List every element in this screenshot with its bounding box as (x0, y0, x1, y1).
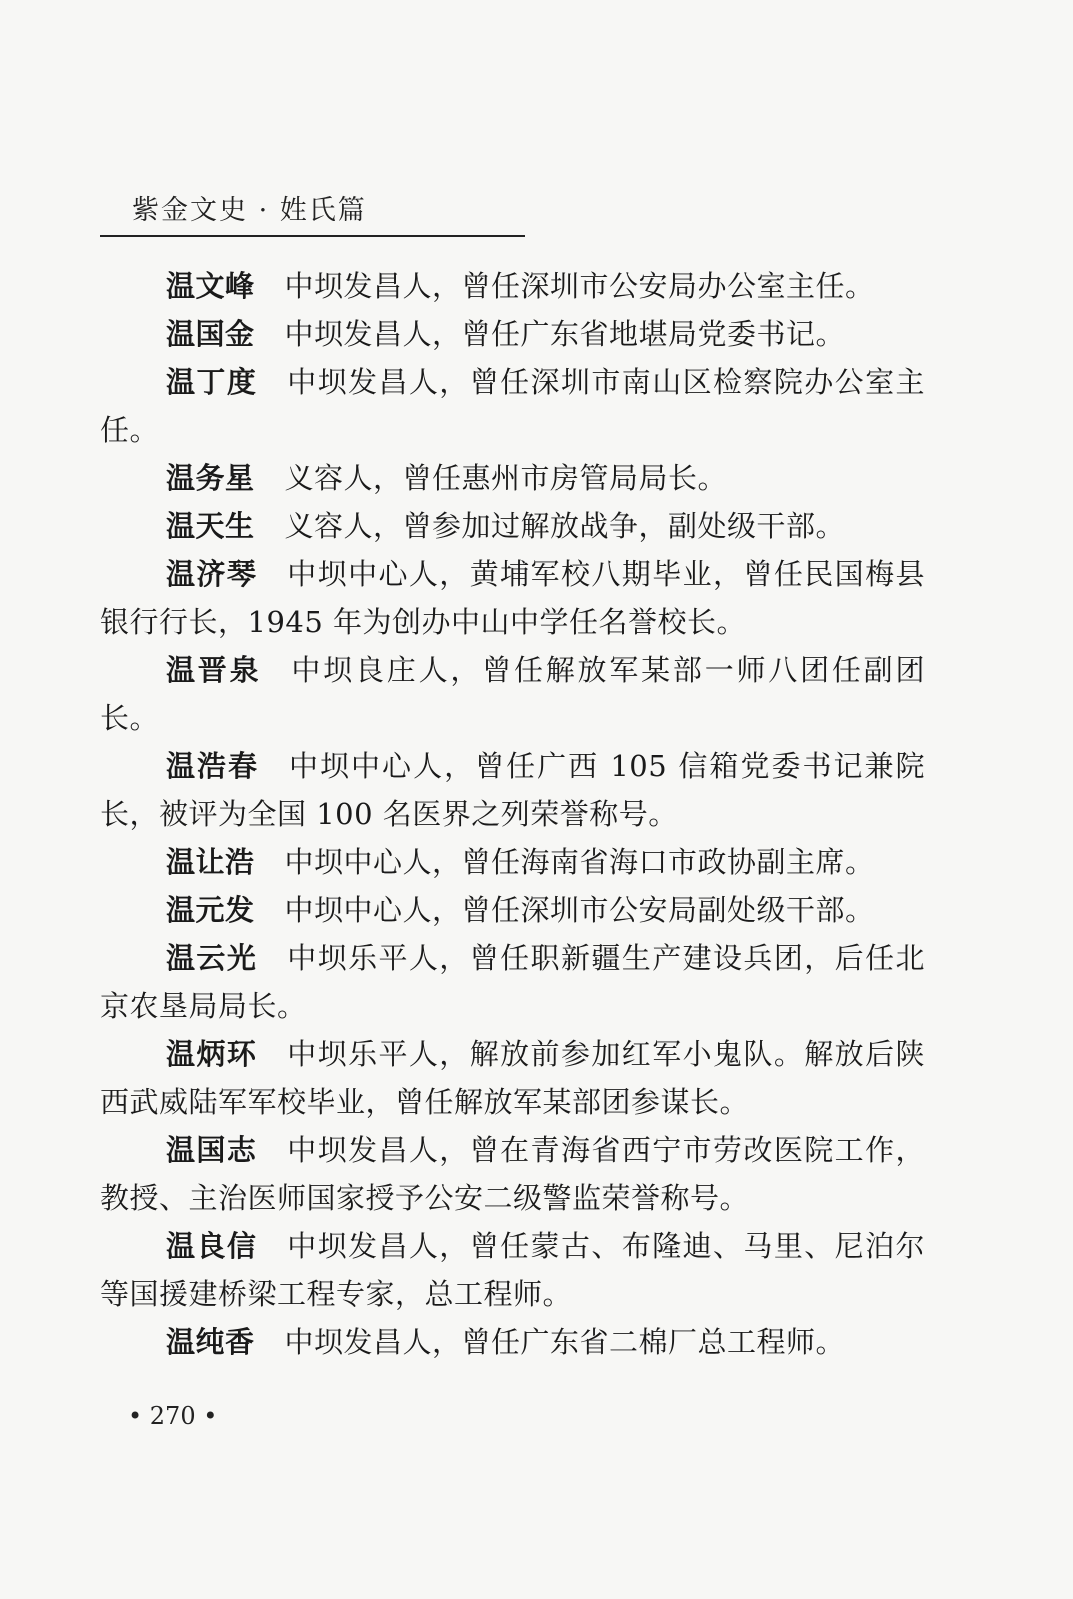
header-rule (100, 235, 525, 237)
entry-text: 中坝中心人，曾任海南省海口市政协副主席。 (284, 845, 875, 879)
entry-name: 温务星 (166, 461, 255, 495)
entry-text: 中坝中心人，黄埔军校八期毕业，曾任民国梅县银行行长，1945 年为创办中山中学任名誉校长。 (100, 557, 925, 639)
entry-text: 中坝发昌人，曾任广东省二棉厂总工程师。 (284, 1325, 846, 1359)
entry-name: 温济琴 (166, 557, 258, 591)
entry-text: 义容人，曾任惠州市房管局局长。 (284, 461, 728, 495)
entry-name: 温丁度 (166, 365, 258, 399)
entry (100, 646, 925, 742)
entry-text: 中坝发昌人，曾在青海省西宁市劳改医院工作，教授、主治医师国家授予公安二级警监荣誉称号。 (100, 1133, 925, 1215)
entry-name: 温让浩 (166, 845, 255, 879)
entry-name: 温云光 (166, 941, 258, 975)
entry-list (100, 262, 925, 1366)
entry (100, 742, 925, 838)
entry-text: 中坝良庄人，曾任解放军某部一师八团任副团长。 (100, 653, 925, 735)
entry-name: 温元发 (166, 893, 255, 927)
entry-name: 温纯香 (166, 1325, 255, 1359)
entry-text: 中坝发昌人，曾任广东省地堪局党委书记。 (284, 317, 846, 351)
running-header: 紫金文史 · 姓氏篇 (132, 195, 367, 226)
entry (100, 1030, 925, 1126)
entry (100, 838, 925, 886)
entry (100, 550, 925, 646)
entry (100, 310, 925, 358)
entry (100, 502, 925, 550)
entry (100, 1126, 925, 1222)
entry-text: 中坝乐平人，曾任职新疆生产建设兵团，后任北京农垦局局长。 (100, 941, 925, 1023)
entry-name: 温良信 (166, 1229, 258, 1263)
entry-text: 中坝发昌人，曾任深圳市南山区检察院办公室主任。 (100, 365, 925, 447)
entry-text: 中坝中心人，曾任深圳市公安局副处级干部。 (284, 893, 875, 927)
entry (100, 934, 925, 1030)
entry-text: 中坝中心人，曾任广西 105 信箱党委书记兼院长，被评为全国 100 名医界之列荣誉称号。 (100, 749, 925, 831)
entry-text: 中坝发昌人，曾任深圳市公安局办公室主任。 (284, 269, 875, 303)
entry (100, 358, 925, 454)
entry-name: 温天生 (166, 509, 255, 543)
entry-text: 义容人，曾参加过解放战争，副处级干部。 (284, 509, 846, 543)
entry-text: 中坝乐平人，解放前参加红军小鬼队。解放后陕西武威陆军军校毕业，曾任解放军某部团参谋长。 (100, 1037, 925, 1119)
entry (100, 454, 925, 502)
entry-name: 温文峰 (166, 269, 255, 303)
entry-name: 温浩春 (166, 749, 260, 783)
entry (100, 886, 925, 934)
page-number: • 270 • (128, 1402, 218, 1430)
entry (100, 1318, 925, 1366)
entry-name: 温晋泉 (166, 653, 262, 687)
entry (100, 262, 925, 310)
entry-name: 温国金 (166, 317, 255, 351)
entry-text: 中坝发昌人，曾任蒙古、布隆迪、马里、尼泊尔等国援建桥梁工程专家，总工程师。 (100, 1229, 925, 1311)
entry-name: 温国志 (166, 1133, 258, 1167)
entry (100, 1222, 925, 1318)
entry-name: 温炳环 (166, 1037, 258, 1071)
